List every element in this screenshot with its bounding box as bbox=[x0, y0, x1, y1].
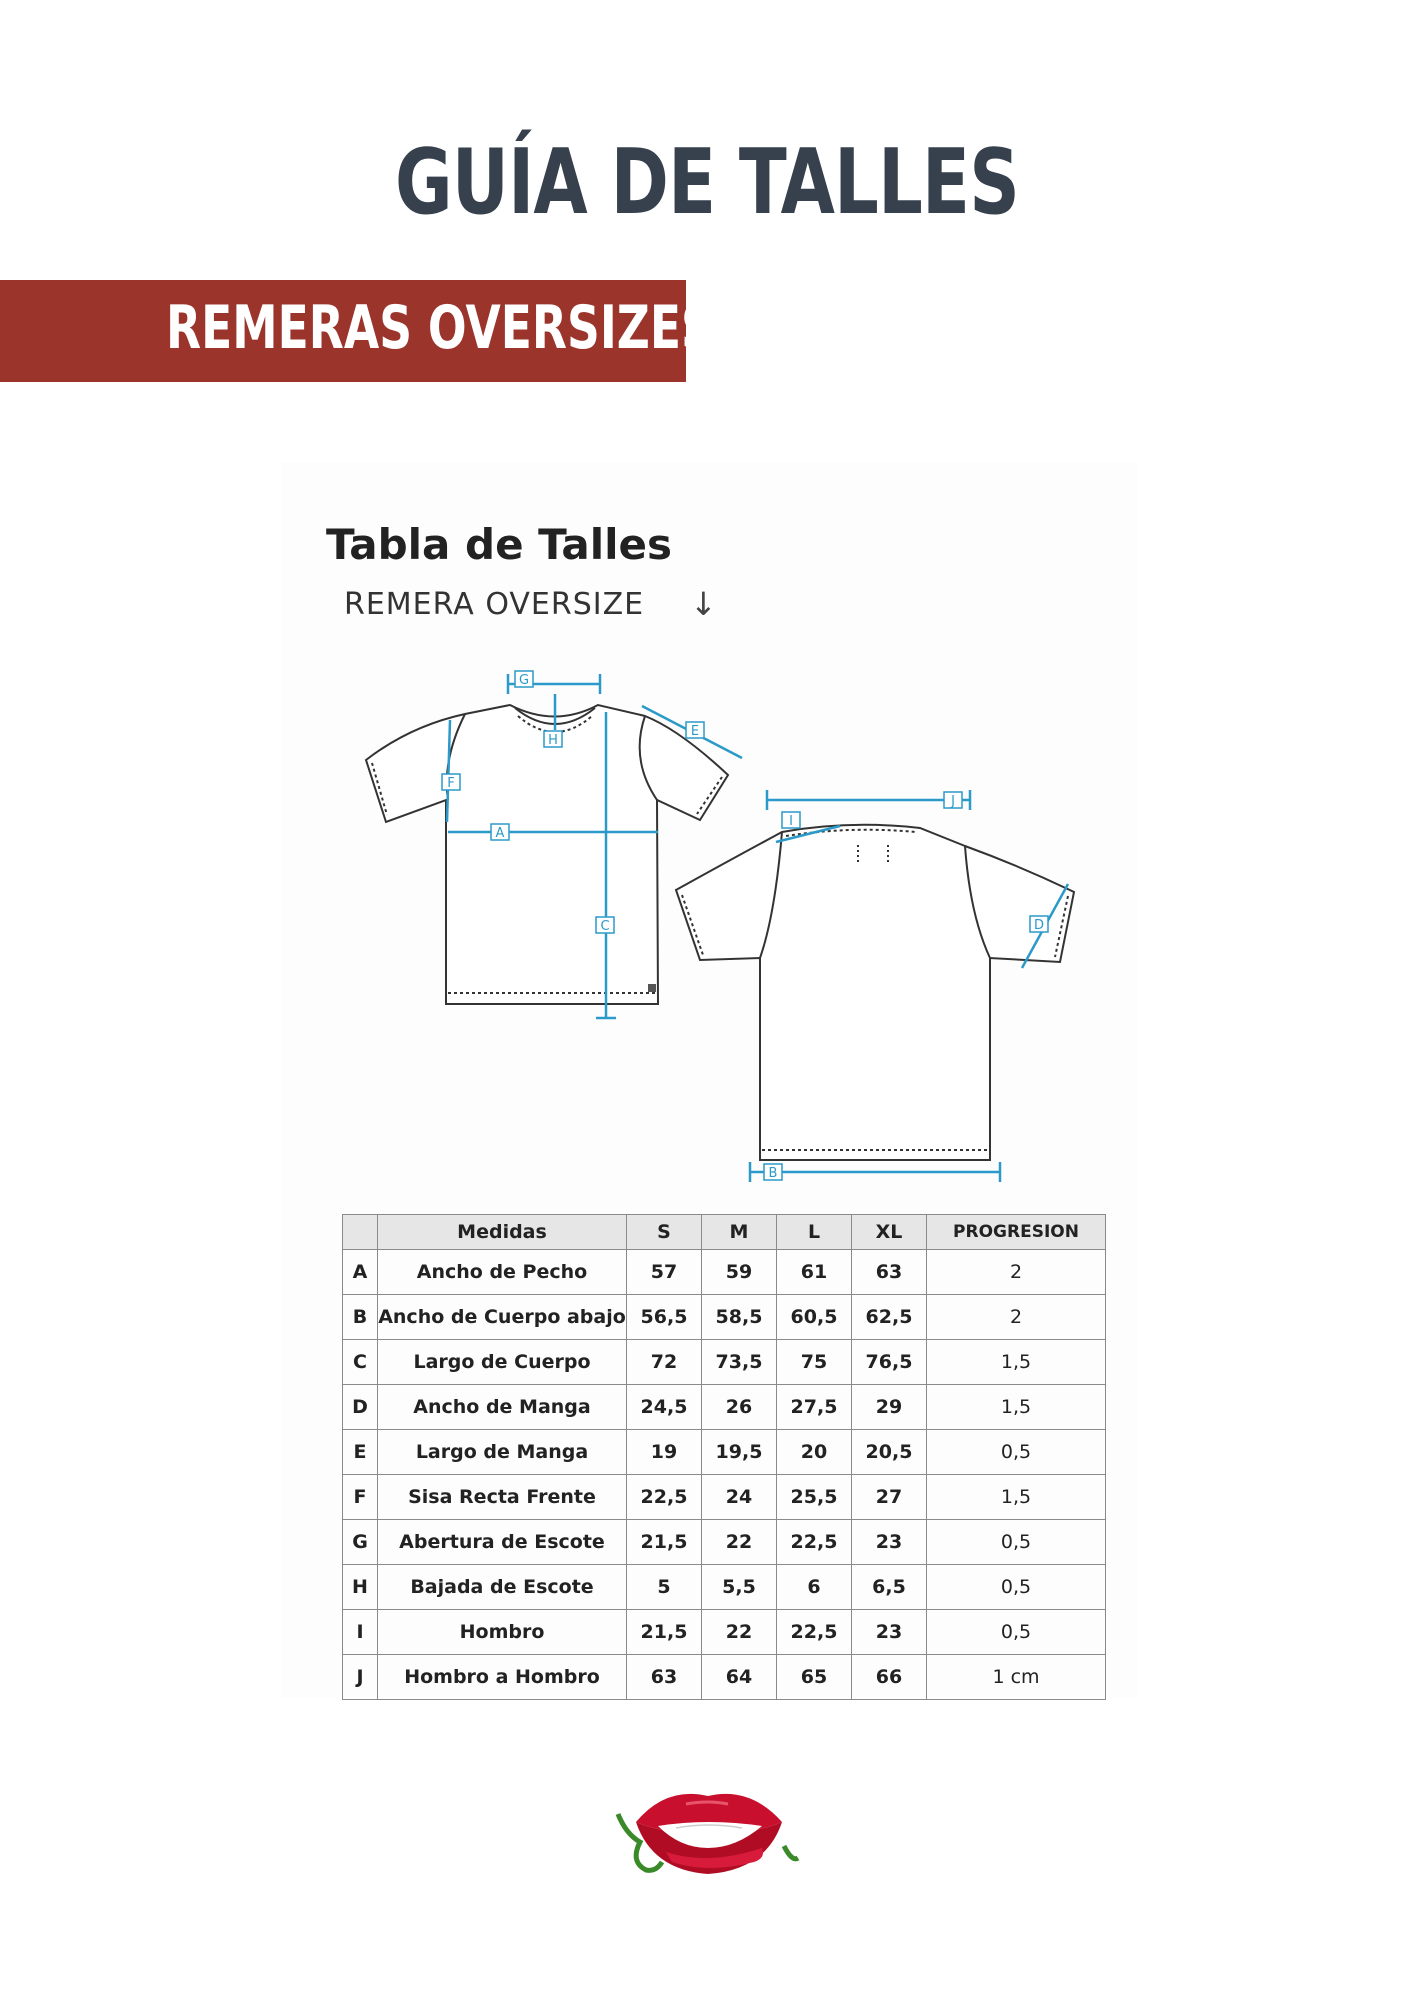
row-value-m: 59 bbox=[702, 1250, 777, 1295]
row-value-s: 72 bbox=[627, 1340, 702, 1385]
row-progresion: 1,5 bbox=[927, 1340, 1106, 1385]
table-row bbox=[343, 1565, 1106, 1610]
label-g: G bbox=[518, 673, 530, 688]
header-letter bbox=[343, 1215, 378, 1250]
row-value-m: 22 bbox=[702, 1610, 777, 1655]
header-m: M bbox=[702, 1215, 777, 1250]
row-medida: Largo de Manga bbox=[378, 1430, 627, 1475]
label-d: D bbox=[1033, 918, 1045, 933]
row-medida: Ancho de Cuerpo abajo bbox=[378, 1295, 627, 1340]
row-progresion: 2 bbox=[927, 1295, 1106, 1340]
row-medida: Largo de Cuerpo bbox=[378, 1340, 627, 1385]
row-value-l: 60,5 bbox=[777, 1295, 852, 1340]
row-value-l: 6 bbox=[777, 1565, 852, 1610]
row-value-l: 25,5 bbox=[777, 1475, 852, 1520]
row-value-m: 5,5 bbox=[702, 1565, 777, 1610]
row-value-l: 27,5 bbox=[777, 1385, 852, 1430]
banner-title: REMERAS OVERSIZES bbox=[166, 293, 714, 363]
table-row bbox=[343, 1610, 1106, 1655]
row-value-xl: 6,5 bbox=[852, 1565, 927, 1610]
row-value-m: 24 bbox=[702, 1475, 777, 1520]
row-value-l: 75 bbox=[777, 1340, 852, 1385]
label-j: J bbox=[951, 794, 955, 809]
row-value-xl: 62,5 bbox=[852, 1295, 927, 1340]
table-row bbox=[343, 1250, 1106, 1295]
row-value-m: 26 bbox=[702, 1385, 777, 1430]
row-value-xl: 76,5 bbox=[852, 1340, 927, 1385]
row-letter: J bbox=[343, 1655, 378, 1700]
row-value-s: 22,5 bbox=[627, 1475, 702, 1520]
row-letter: D bbox=[343, 1385, 378, 1430]
table-row bbox=[343, 1430, 1106, 1475]
row-value-xl: 63 bbox=[852, 1250, 927, 1295]
label-h: H bbox=[548, 733, 558, 748]
row-progresion: 0,5 bbox=[927, 1520, 1106, 1565]
row-progresion: 1 cm bbox=[927, 1655, 1106, 1700]
back-tshirt-icon bbox=[676, 825, 1074, 1160]
row-value-l: 20 bbox=[777, 1430, 852, 1475]
header-medidas: Medidas bbox=[378, 1215, 627, 1250]
row-value-l: 22,5 bbox=[777, 1520, 852, 1565]
row-value-m: 58,5 bbox=[702, 1295, 777, 1340]
label-i: I bbox=[789, 814, 793, 829]
arrow-down-icon: ↓ bbox=[690, 585, 717, 623]
label-f: F bbox=[447, 776, 455, 791]
page-title: GUÍA DE TALLES bbox=[395, 130, 1020, 235]
label-a: A bbox=[495, 826, 505, 841]
row-value-m: 19,5 bbox=[702, 1430, 777, 1475]
table-body bbox=[343, 1250, 1106, 1700]
row-value-xl: 20,5 bbox=[852, 1430, 927, 1475]
row-letter: G bbox=[343, 1520, 378, 1565]
table-row bbox=[343, 1655, 1106, 1700]
header-progresion: PROGRESION bbox=[927, 1215, 1106, 1250]
row-value-m: 64 bbox=[702, 1655, 777, 1700]
row-value-l: 65 bbox=[777, 1655, 852, 1700]
size-chart-title: Tabla de Talles bbox=[326, 520, 673, 569]
table-row bbox=[343, 1520, 1106, 1565]
row-value-xl: 66 bbox=[852, 1655, 927, 1700]
table-row bbox=[343, 1340, 1106, 1385]
row-value-xl: 23 bbox=[852, 1520, 927, 1565]
row-letter: C bbox=[343, 1340, 378, 1385]
row-value-s: 21,5 bbox=[627, 1520, 702, 1565]
label-e: E bbox=[690, 724, 700, 739]
row-letter: F bbox=[343, 1475, 378, 1520]
row-value-xl: 29 bbox=[852, 1385, 927, 1430]
front-tshirt-icon bbox=[366, 705, 728, 1004]
table-row bbox=[343, 1385, 1106, 1430]
size-chart-subtitle: REMERA OVERSIZE bbox=[344, 587, 645, 622]
row-value-xl: 27 bbox=[852, 1475, 927, 1520]
row-medida: Abertura de Escote bbox=[378, 1520, 627, 1565]
row-letter: B bbox=[343, 1295, 378, 1340]
row-value-m: 73,5 bbox=[702, 1340, 777, 1385]
row-value-s: 24,5 bbox=[627, 1385, 702, 1430]
table-row bbox=[343, 1475, 1106, 1520]
row-progresion: 0,5 bbox=[927, 1430, 1106, 1475]
table-row bbox=[343, 1295, 1106, 1340]
row-value-s: 56,5 bbox=[627, 1295, 702, 1340]
label-c: C bbox=[600, 919, 610, 934]
row-letter: E bbox=[343, 1430, 378, 1475]
row-progresion: 2 bbox=[927, 1250, 1106, 1295]
row-medida: Bajada de Escote bbox=[378, 1565, 627, 1610]
size-table bbox=[342, 1214, 1106, 1700]
row-medida: Sisa Recta Frente bbox=[378, 1475, 627, 1520]
row-medida: Hombro a Hombro bbox=[378, 1655, 627, 1700]
row-medida: Hombro bbox=[378, 1610, 627, 1655]
row-value-l: 22,5 bbox=[777, 1610, 852, 1655]
row-value-xl: 23 bbox=[852, 1610, 927, 1655]
row-letter: A bbox=[343, 1250, 378, 1295]
row-progresion: 0,5 bbox=[927, 1565, 1106, 1610]
label-b: B bbox=[768, 1166, 778, 1181]
row-value-s: 5 bbox=[627, 1565, 702, 1610]
row-value-s: 19 bbox=[627, 1430, 702, 1475]
row-value-l: 61 bbox=[777, 1250, 852, 1295]
row-value-m: 22 bbox=[702, 1520, 777, 1565]
table-header-row bbox=[343, 1215, 1106, 1250]
row-progresion: 1,5 bbox=[927, 1385, 1106, 1430]
lips-logo-icon bbox=[616, 1782, 800, 1882]
row-medida: Ancho de Pecho bbox=[378, 1250, 627, 1295]
row-value-s: 21,5 bbox=[627, 1610, 702, 1655]
row-letter: I bbox=[343, 1610, 378, 1655]
header-xl: XL bbox=[852, 1215, 927, 1250]
row-progresion: 1,5 bbox=[927, 1475, 1106, 1520]
row-medida: Ancho de Manga bbox=[378, 1385, 627, 1430]
row-letter: H bbox=[343, 1565, 378, 1610]
row-value-s: 63 bbox=[627, 1655, 702, 1700]
row-value-s: 57 bbox=[627, 1250, 702, 1295]
header-l: L bbox=[777, 1215, 852, 1250]
header-s: S bbox=[627, 1215, 702, 1250]
row-progresion: 0,5 bbox=[927, 1610, 1106, 1655]
